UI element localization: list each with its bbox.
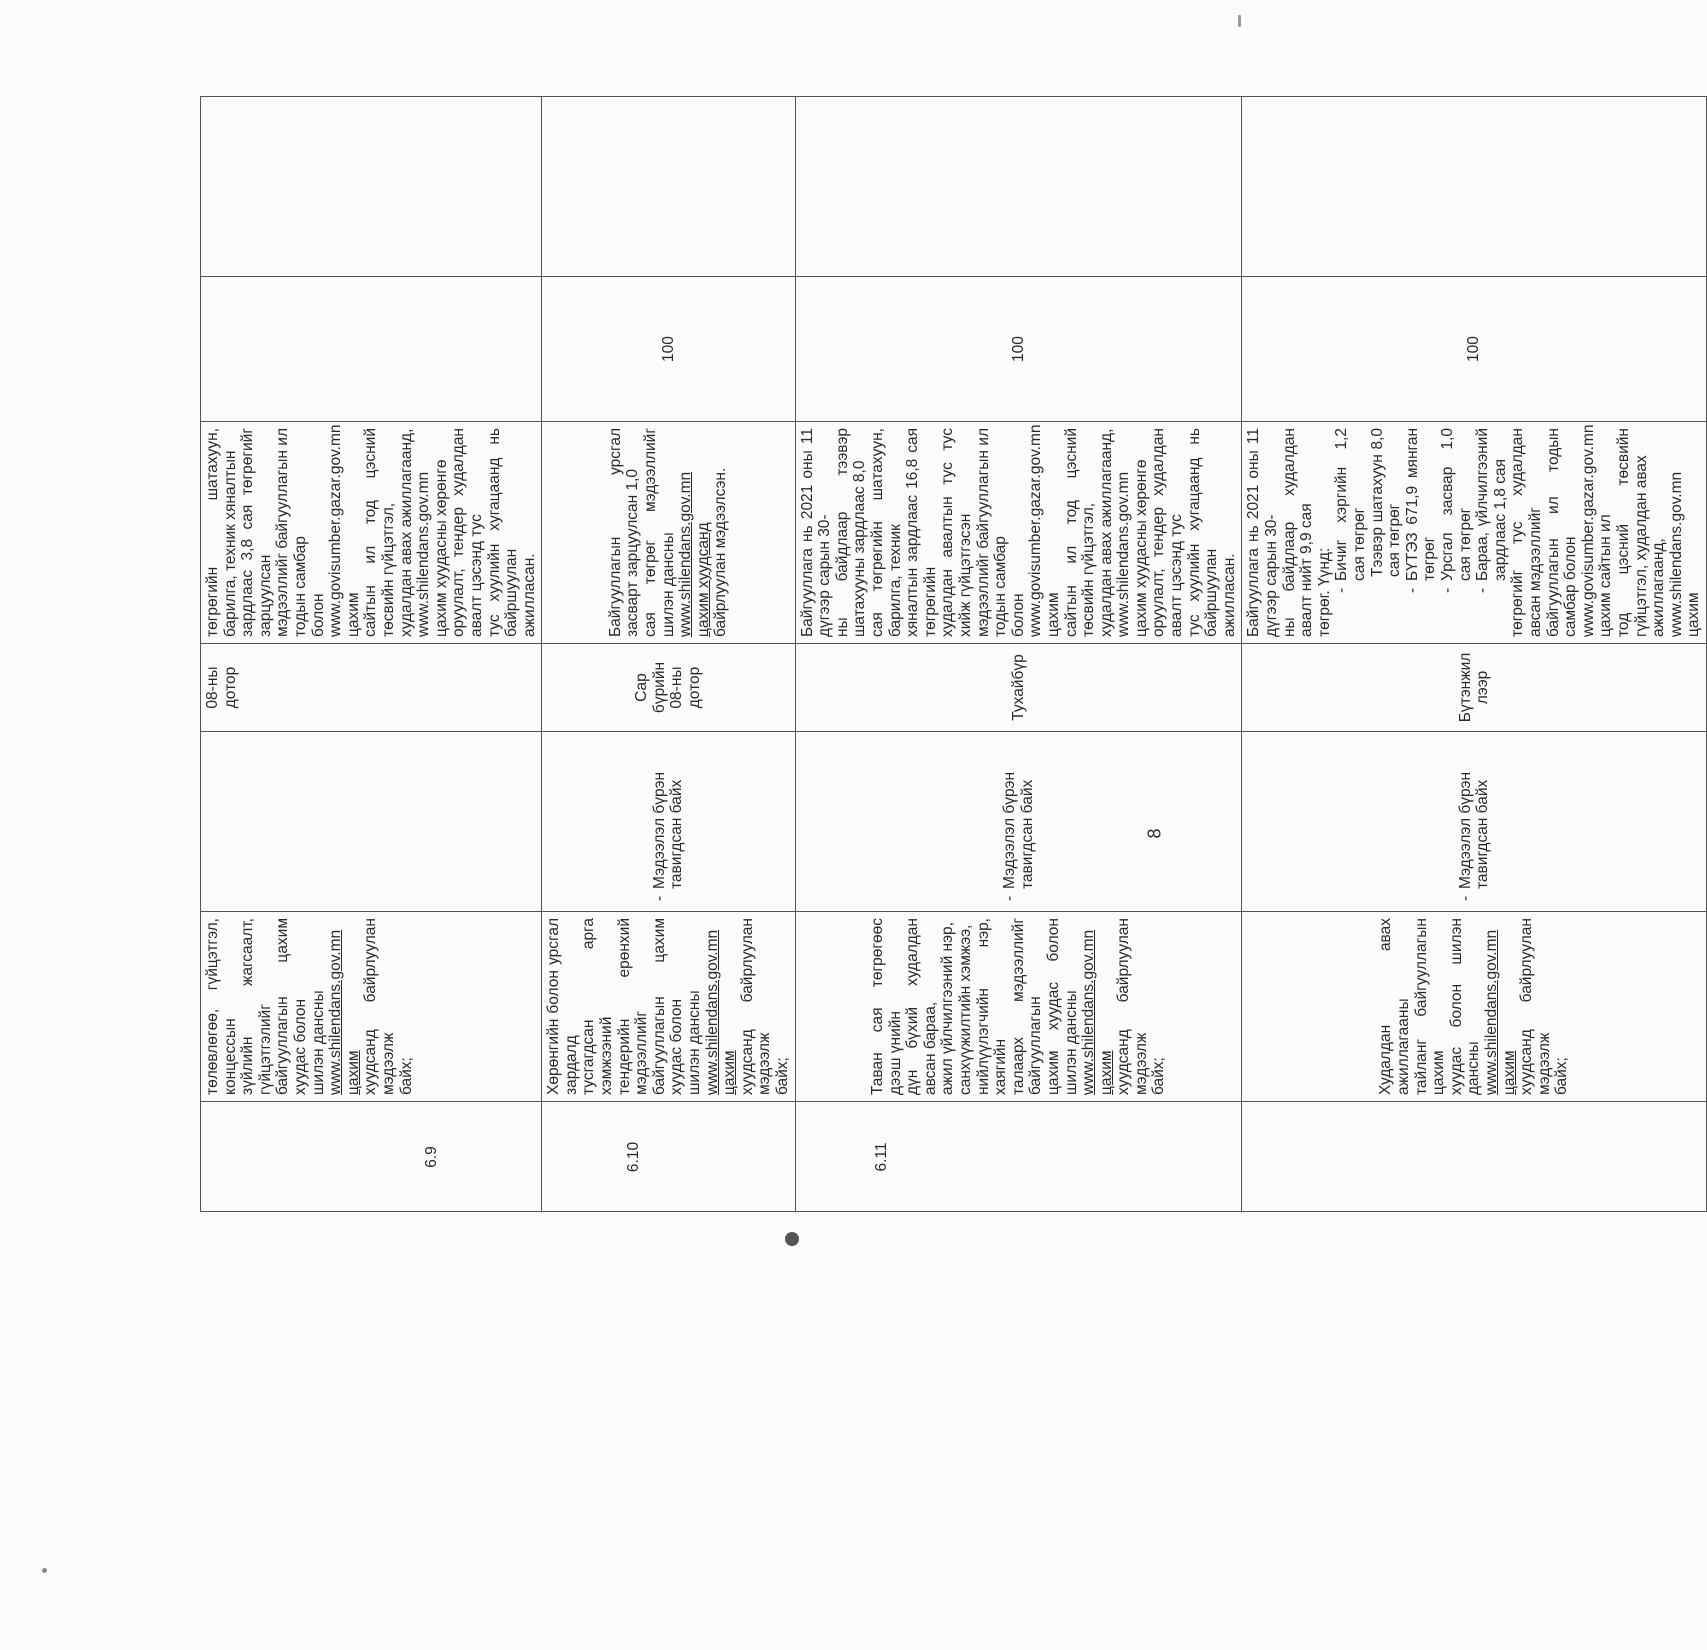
table-row <box>1242 97 1706 1212</box>
score-cell <box>201 277 542 422</box>
scan-speck <box>785 1232 799 1246</box>
report-table <box>200 96 1707 1212</box>
deadline-cell: Бүтэнжил лээр <box>1242 644 1706 732</box>
indicator-cell <box>201 732 542 912</box>
indicator-cell: - Мэдээлэл бүрэн тавигдсан байх <box>1242 732 1706 912</box>
report-cell: Байгууллага нь 2021 оны 11 дүгээр сарын 30- ны байдлаар худалдан авалт нийт 9,9 сая төгрөг. Үүнд: - Бичиг хэргийн 1,2 сая төгрөг Тээвэр шатахуун 8,0 сая төгрөг - БҮТЭЗ 671,9 мянган төгрөг - Урсгал засвар 1,0 сая төгрөг - Бараа, үйлчилгээний зардлаас 1,8 сая төгрөгийг тус худалдан авсан мэдээллийг байгууллагын ил тодын самбар болон www.govisumber.gazar.gov.mn цахим сайтын ил тод цэсний төсвийн гүйцэтгэл, худалдан авах ажиллагаанд, www.shilendans.gov.mn цахим <box>1242 422 1706 644</box>
table-row <box>201 97 542 1212</box>
deadline-cell: Сар бүрийн 08-ны дотор <box>542 644 795 732</box>
trailing-blank-cell <box>542 97 795 277</box>
trailing-blank-cell <box>795 97 1242 277</box>
row-number-6.11: 6.11 <box>872 1142 890 1172</box>
activity-cell: Худалдан авах ажиллагааны тайланг байгууллагын цахим хуудас болон шилэн дансны www.shilendans.gov.mn цахим хуудсанд байрлуулан мэдээлж байх; <box>1242 912 1706 1102</box>
deadline-cell: 08-ны дотор <box>201 644 542 732</box>
row-blank-cell <box>1242 1102 1706 1212</box>
trailing-blank-cell <box>1242 97 1706 277</box>
table-row <box>542 97 795 1212</box>
link-text: www.shilendans.gov.mn цахим хуудсанд <box>677 471 712 637</box>
link-text: www.shilendans.gov.mn цахим <box>1080 929 1115 1095</box>
report-cell: Байгууллагын урсгал засварт зарцуулсан 1,0 сая төгрөг мэдээллийг шилэн дансны www.shilendans.gov.mn цахим хуудсанд байрлуулан мэдээлсэн. <box>542 422 795 644</box>
rotated-table-container <box>200 97 1703 1212</box>
indicator-cell: - Мэдээлэл бүрэн тавигдсан байх <box>795 732 1242 912</box>
activity-cell: Хөрөнгийн болон урсгал зардалд тусгагдсан арга хэмжээний тендерийн ерөнхий мэдээллийг байгууллагын цахим хуудас болон шилэн дансны www.shilendans.gov.mn цахим хуудсанд байрлуулан мэдээлж байх; <box>542 912 795 1102</box>
trailing-blank-cell <box>201 97 542 277</box>
link-text: www.shilendans.gov.mn цахим <box>1482 929 1518 1095</box>
deadline-cell: Тухайбүр <box>795 644 1242 732</box>
score-cell: 100 <box>542 277 795 422</box>
scan-speck <box>1238 15 1241 27</box>
scan-speck <box>42 1568 47 1573</box>
indicator-cell: - Мэдээлэл бүрэн тавигдсан байх <box>542 732 795 912</box>
report-cell: төгрөгийн шатахуун, барилга, техник хяналтын зардлаас 3,8 сая төгрөгийг зарцуулсан мэдээллийг байгууллагын ил тодын самбар болон www.govisumber.gazar.gov.mn цахим сайтын ил тод цэсний төсвийн гүйцэтгэл, худалдан авах ажиллагаанд, www.shilendans.gov.mn цахим хуудасны хөрөнгө оруулалт, тендер худалдан авалт цэсэнд тус тус хуулийн хугацаанд нь байршуулан ажилласан. <box>201 422 542 644</box>
table-row <box>795 97 1242 1212</box>
link-text: www.shilendans.gov.mn цахим <box>327 929 362 1095</box>
report-cell: Байгууллага нь 2021 оны 11 дүгээр сарын 30- ны байдлаар тээвэр шатахууны зардлаас 8,0 сая төгрөгийн шатахуун, барилга, техник хяналтын зардлаас 16,8 сая төгрөгийн худалдан авалтын тус тус хийж гүйцэтгэсэн мэдээллийг байгууллагын ил тодын самбар болон www.govisumber.gazar.gov.mn цахим сайтын ил тод цэсний төсвийн гүйцэтгэл, худалдан авах ажиллагаанд, www.shilendans.gov.mn цахим хуудасны хөрөнгө оруулалт, тендер худалдан авалт цэсэнд тус тус хуулийн хугацаанд нь байршуулан ажилласан. <box>795 422 1242 644</box>
row-number-6.9: 6.9 <box>422 1146 440 1168</box>
link-text: www.shilendans.gov.mn цахим <box>703 929 739 1095</box>
activity-cell: Таван сая төгрөгөөс дээш үнийн дүн бүхий худалдан авсан бараа, ажил үйлчилгээний нэр, санхүүжилтийн хэмжээ, нийлүүлэгчийн нэр, хаягийн талаарх мэдээллийг байгууллагын цахим хуудас болон шилэн дансны www.shilendans.gov.mn цахим хуудсанд байрлуулан мэдээлж байх; <box>795 912 1242 1102</box>
score-cell: 100 <box>795 277 1242 422</box>
page-number: 8 <box>1144 828 1165 839</box>
activity-cell: төлөвлөгөө, гүйцэтгэл, концессын зүйлийн жагсаалт, гүйцэтгэлийг байгууллагын цахим хуудас болон шилэн дансны www.shilendans.gov.mn цахим хуудсанд байрлуулан мэдээлж байх; <box>201 912 542 1102</box>
score-cell: 100 <box>1242 277 1706 422</box>
row-number-6.10: 6.10 <box>625 1141 642 1173</box>
